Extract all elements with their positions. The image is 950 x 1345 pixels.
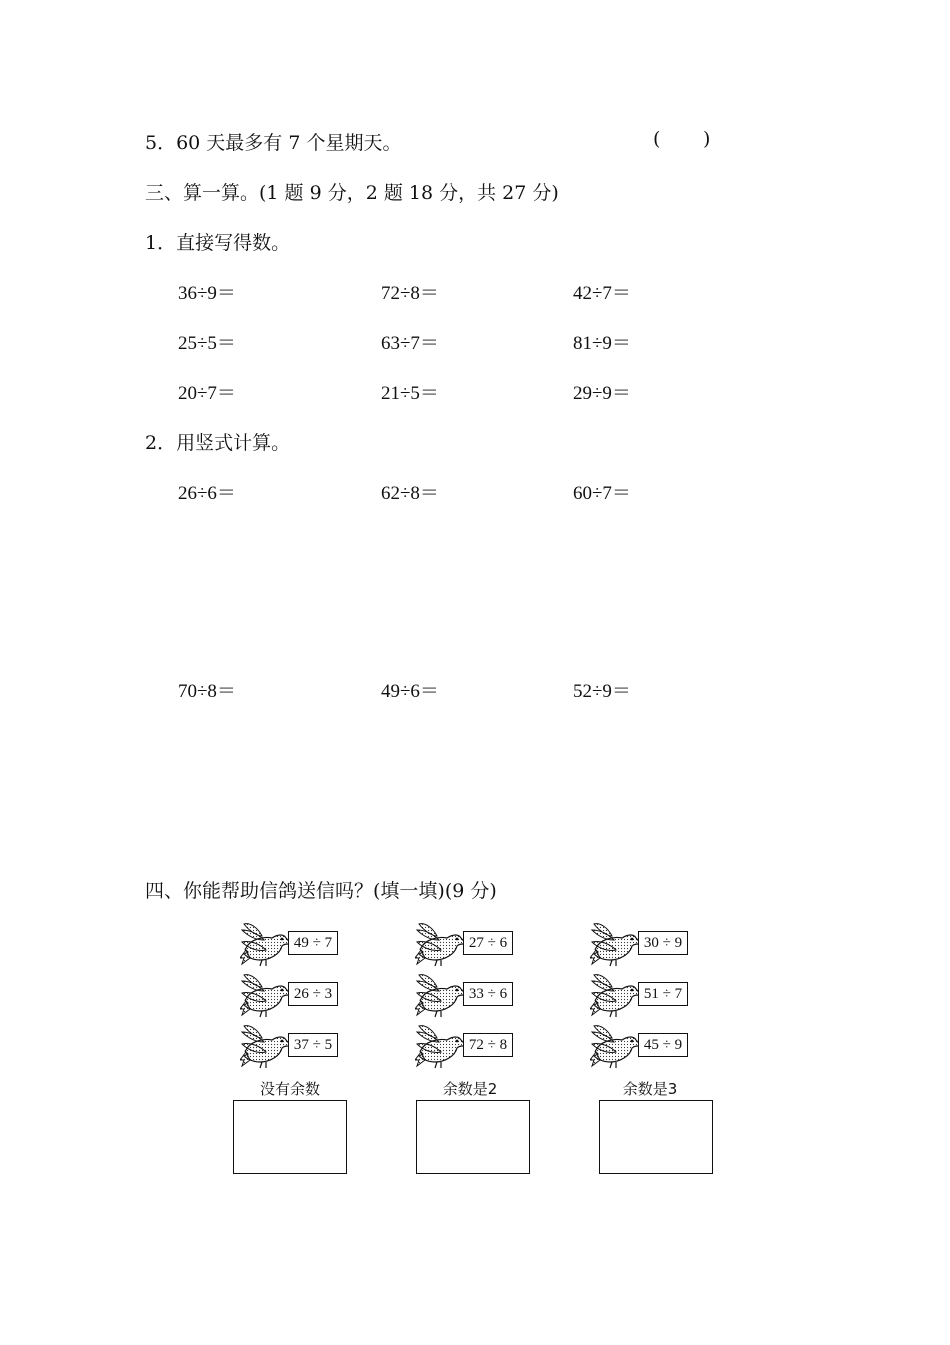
- division-card: 37 ÷ 5: [288, 1033, 338, 1057]
- answer-parentheses[interactable]: [653, 128, 723, 152]
- answer-box-no-remainder[interactable]: [233, 1100, 347, 1174]
- pigeon-with-card[interactable]: [415, 1022, 515, 1070]
- section-4-title: 四、你能帮助信鸽送信吗？(填一填)(9 分): [145, 880, 497, 902]
- caption-remainder-3: 余数是3: [622, 1080, 678, 1098]
- division-card: 45 ÷ 9: [638, 1033, 688, 1057]
- pigeon-icon: [240, 971, 292, 1019]
- expression: 72÷8＝: [381, 283, 439, 304]
- close-paren: ): [703, 128, 711, 150]
- pigeon-icon: [590, 920, 642, 968]
- pigeon-icon: [415, 1022, 467, 1070]
- expression: 63÷7＝: [381, 333, 439, 354]
- expression: 42÷7＝: [573, 283, 631, 304]
- expression: 49÷6＝: [381, 681, 439, 702]
- pigeon-icon: [590, 971, 642, 1019]
- pigeon-with-card[interactable]: [590, 971, 690, 1019]
- division-card: 49 ÷ 7: [288, 931, 338, 955]
- pigeon-with-card[interactable]: [240, 1022, 340, 1070]
- question-5-text: 5．60 天最多有 7 个星期天。: [145, 132, 402, 154]
- caption-no-remainder: 没有余数: [259, 1080, 320, 1098]
- division-card: 30 ÷ 9: [638, 931, 688, 955]
- open-paren: (: [653, 128, 661, 150]
- pigeon-icon: [240, 920, 292, 968]
- part-1-title: 1．直接写得数。: [145, 232, 291, 254]
- expression: 81÷9＝: [573, 333, 631, 354]
- pigeon-with-card[interactable]: [240, 971, 340, 1019]
- pigeon-icon: [590, 1022, 642, 1070]
- pigeon-icon: [415, 920, 467, 968]
- answer-box-remainder-3[interactable]: [599, 1100, 713, 1174]
- division-card: 72 ÷ 8: [463, 1033, 513, 1057]
- pigeon-with-card[interactable]: [415, 920, 515, 968]
- expression: 70÷8＝: [178, 681, 236, 702]
- pigeon-icon: [415, 971, 467, 1019]
- expression: 60÷7＝: [573, 483, 631, 504]
- expression: 52÷9＝: [573, 681, 631, 702]
- pigeon-with-card[interactable]: [415, 971, 515, 1019]
- expression: 21÷5＝: [381, 383, 439, 404]
- division-card: 33 ÷ 6: [463, 982, 513, 1006]
- answer-box-remainder-2[interactable]: [416, 1100, 530, 1174]
- division-card: 27 ÷ 6: [463, 931, 513, 955]
- expression: 26÷6＝: [178, 483, 236, 504]
- pigeon-with-card[interactable]: [590, 1022, 690, 1070]
- pigeon-with-card[interactable]: [240, 920, 340, 968]
- division-card: 51 ÷ 7: [638, 982, 688, 1006]
- caption-remainder-2: 余数是2: [442, 1080, 498, 1098]
- division-card: 26 ÷ 3: [288, 982, 338, 1006]
- section-3-title: 三、算一算。(1 题 9 分，2 题 18 分，共 27 分): [145, 182, 559, 204]
- pigeon-icon: [240, 1022, 292, 1070]
- part-2-title: 2．用竖式计算。: [145, 432, 291, 454]
- expression: 25÷5＝: [178, 333, 236, 354]
- pigeon-with-card[interactable]: [590, 920, 690, 968]
- expression: 36÷9＝: [178, 283, 236, 304]
- expression: 20÷7＝: [178, 383, 236, 404]
- expression: 29÷9＝: [573, 383, 631, 404]
- expression: 62÷8＝: [381, 483, 439, 504]
